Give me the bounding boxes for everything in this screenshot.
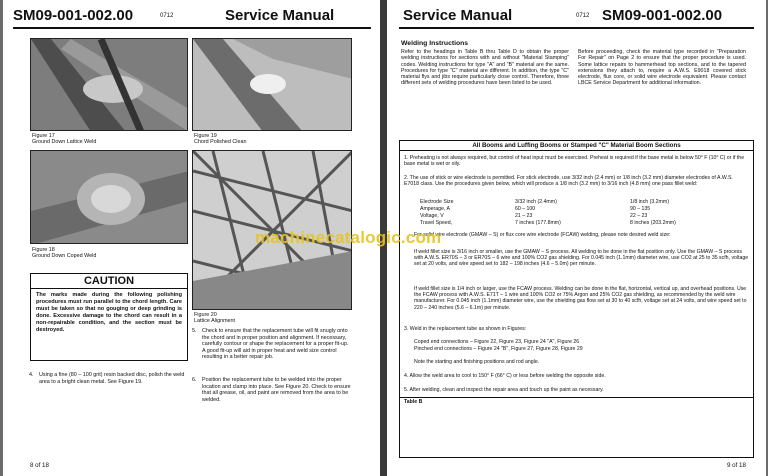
- step-5-number: 5.: [192, 328, 197, 334]
- value-b: 90 – 135: [630, 206, 651, 212]
- value-a: 21 – 23: [515, 213, 533, 219]
- figure-19-photo: [192, 38, 352, 131]
- doc-number: SM09-001-002.00: [13, 7, 134, 24]
- item-1: 1. Preheating is not always required, but control of heat input must be exercised. Preheat is required if the base metal is below 50° F (10° C) or if the base metal is wet or oily.: [404, 155, 745, 168]
- value-b: 8 inches (203.2mm): [630, 220, 676, 226]
- item-2-fcaw: If weld fillet size is 1/4 inch or larger, use the FCAW process. Welding can be done in the flat, horizontal, vertical up, and overhead positions. Use the FCAW process with A.W.S. E71T – 1 wire and 100% CO2 or 75% Argon and 25% CO2 gas shielding, as recommended by the weld wire manufacturer. For 0.045 inch (1.1mm) diameter wire, use the shielding gas flow set at 30 to 40 scfh, voltage set at 24 volts, and wire speed set to 220 – 240 inches (5.6 – 6.1m) per minute.: [414, 286, 747, 311]
- manual-title: Service Manual: [225, 7, 335, 24]
- param-label: Electrode Size: [420, 199, 454, 205]
- item-2-gmaw: If weld fillet size is 3/16 inch or smaller, use the GMAW – S process. All welding to be done in the flat position only. Use the GMAW – S process with A.W.S. ER70S – 3 or ER70S – 6 wire and 100% CO2 gas shielding. For 0.045 inch (1.1mm) diameter wire, use CO2 at 25 to 35 scfh, voltage set at 20 volts, and wire speed set to 182 – 198 inches (4.6 – 5.0m) per minute.: [414, 249, 749, 268]
- figure-19-number: Figure 19: [194, 133, 217, 139]
- page-number: 8 of 18: [30, 462, 49, 469]
- figure-17-title: Ground Down Lattice Weld: [32, 139, 97, 146]
- item-3-note: Note the starting and finishing positions and rod angle.: [414, 359, 540, 365]
- header-rule: [13, 27, 371, 29]
- item-2-solid-wire: For solid wire electrode (GMAW – S) or flux core wire electrode (FCAW) welding, please note desired weld size:: [414, 232, 671, 238]
- figure-17-photo: [30, 38, 188, 131]
- figure-20-title: Lattice Alignment: [194, 318, 236, 325]
- revision-code: 0712: [160, 13, 174, 19]
- page-number: 9 of 18: [727, 462, 746, 469]
- figure-18-photo: [30, 150, 188, 244]
- table-label-rule: [400, 397, 753, 398]
- param-label: Voltage, V: [420, 213, 444, 219]
- value-b: 1/8 inch (3.2mm): [630, 199, 669, 205]
- item-3-coped: Coped end connections – Figure 22, Figure 23, Figure 24 "A", Figure 26: [414, 339, 580, 345]
- table-heading: All Booms and Luffing Booms or Stamped "C" Material Boom Sections: [400, 141, 753, 151]
- manual-title: Service Manual: [403, 7, 513, 24]
- figure-20-number: Figure 20: [194, 312, 217, 318]
- figure-18-title: Ground Down Coped Weld: [32, 253, 97, 260]
- section-title: Welding Instructions: [401, 40, 469, 47]
- step-4-text: Using a fine (80 – 100 grit) resin backed disc, polish the weld area to a bright clean metal. See Figure 19.: [39, 372, 185, 385]
- step-4: [29, 372, 189, 385]
- caution-text: The marks made during the following polishing procedures must run parallel to the chord length. Care must be taken so that no gouging or deep grinding is done. Excessive damage to the chord can result in a non-repairable condition, and the section must be destroyed.: [36, 292, 182, 333]
- intro-col-b: Before proceeding, check the material type recorded in "Preparation For Repair" on Page 2 to ensure that the proper procedure is used. Some lattice repairs to hammerhead top sections, and to the tapered extensions they attach to, require a A.W.S. E9018 covered stick electrode, flux core, or solid wire electrode equivalent. Please contact LBCE Service Department for additional information.: [578, 49, 746, 87]
- item-4: 4. Allow the weld area to cool to 150° F (66° C) or less before welding the opposite side.: [404, 373, 606, 379]
- value-b: 22 – 23: [630, 213, 648, 219]
- step-6: [192, 377, 352, 403]
- value-a: 3/32 inch (2.4mm): [515, 199, 557, 205]
- caution-box: [30, 273, 188, 361]
- step-4-number: 4.: [29, 372, 34, 378]
- caution-title: CAUTION: [31, 274, 187, 289]
- param-label: Amperage, A: [420, 206, 450, 212]
- doc-number: SM09-001-002.00: [602, 7, 723, 24]
- step-6-text: Position the replacement tube to be welded into the proper location and clamp into place. See Figure 20. Check to ensure that all grease, oil, and paint are removed from the area to be welded.: [202, 377, 351, 403]
- item-5: 5. After welding, clean and inspect the repair area and touch up the paint as necessary.: [404, 387, 604, 393]
- figure-19-title: Chord Polished Clean: [194, 139, 247, 146]
- figure-17-number: Figure 17: [32, 133, 55, 139]
- value-a: 7 inches (177.8mm): [515, 220, 561, 226]
- param-label: Travel Speed,: [420, 220, 453, 226]
- step-5: [192, 328, 352, 361]
- revision-code: 0712: [576, 13, 590, 19]
- item-2: 2. The use of stick or wire electrode is permitted. For stick electrode, use 3/32 inch (2.4 mm) or 1/8 inch (3.2 mm) diameter electrodes of A.W.S. E7018 class. Use the procedures given below, which will produce a 1/8 inch (3.2 mm) to 3/16 inch (4.8 mm) one pass fillet weld:: [404, 175, 733, 188]
- step-5-text: Check to ensure that the replacement tube will fit snugly onto the chord and in proper position and alignment. If necessary, carefully contour or shape the replacement for a proper fit-up. A good fit-up will aid in proper heat and weld size control resulting in a better repair job.: [202, 328, 349, 361]
- right-page: [387, 0, 766, 476]
- table-b: [399, 140, 754, 458]
- header-rule: [399, 27, 754, 29]
- watermark: machinecatalogic.com: [255, 228, 442, 247]
- value-a: 60 – 100: [515, 206, 536, 212]
- item-3-pinched: Pinched end connections – Figure 24 "B", Figure 27, Figure 28, Figure 29: [414, 346, 583, 352]
- figure-18-number: Figure 18: [32, 247, 55, 253]
- table-label: Table B: [404, 399, 423, 405]
- item-3: 3. Weld in the replacement tube as shown in Figures:: [404, 326, 527, 332]
- step-6-number: 6.: [192, 377, 197, 383]
- intro-col-a: Refer to the headings in Table B thru Table D to obtain the proper welding instructions for sections with and without "Material Stamping" codes. Welding instructions for type "A" and "B" material are the same. Procedures for type "C" material are different. In addition, the type "C" material flys and jibs require particularly close control. Therefore, three different sets of welding procedures have been listed to be used.: [401, 49, 569, 87]
